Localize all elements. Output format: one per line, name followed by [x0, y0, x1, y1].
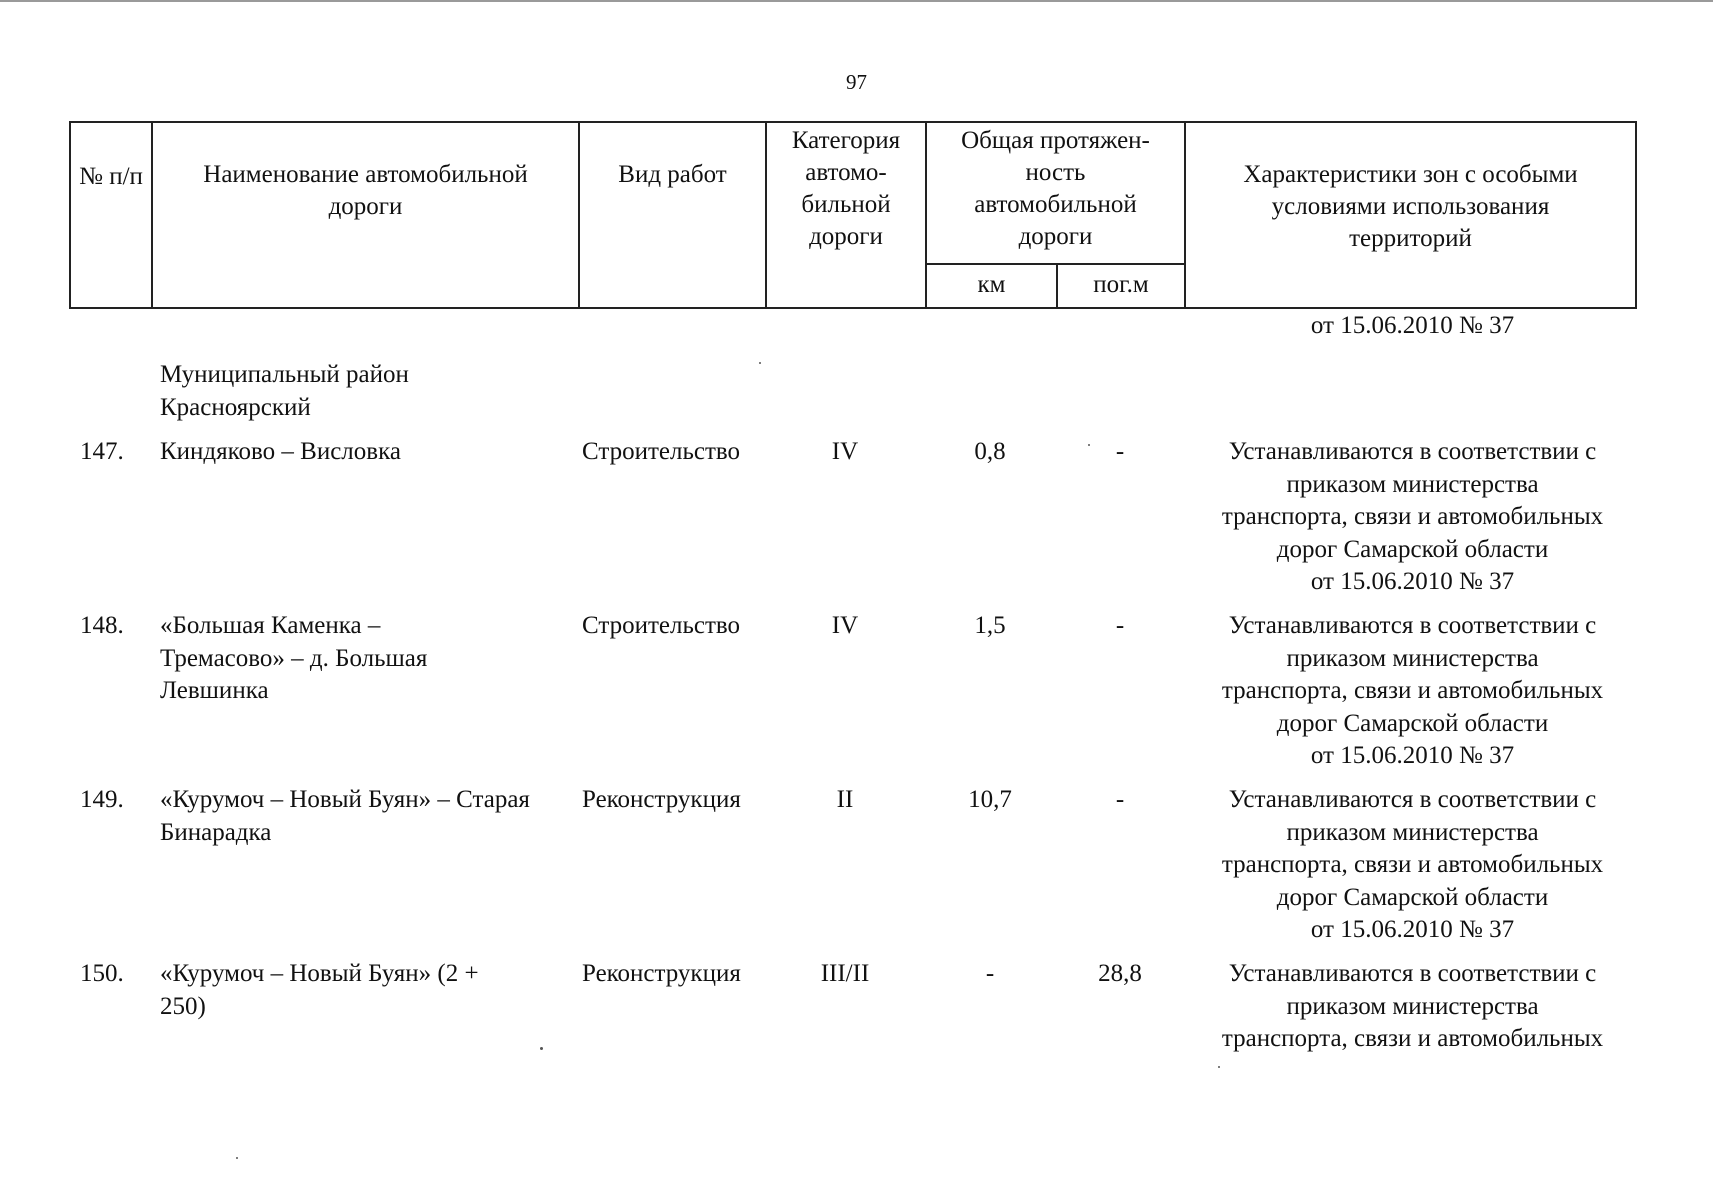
scan-edge-line: [0, 0, 1713, 2]
row-zone-line: Устанавливаются в соответствии с: [1228, 960, 1597, 987]
header-pog-m: [1058, 269, 1184, 305]
row-road-name: «Курумоч – Новый Буян» (2 + 250): [160, 960, 479, 1020]
header-work-type-text: Вид работ: [618, 161, 727, 188]
row-km: 0,8: [974, 438, 1006, 465]
header-road-name: [153, 123, 580, 307]
header-zones: [1186, 123, 1635, 307]
row-zone-line: приказом министерства: [1286, 818, 1539, 846]
header-pog-m-text: пог.м: [1093, 271, 1149, 298]
row-work-type: Реконструкция: [582, 786, 741, 813]
row-zone-line: от 15.06.2010 № 37: [1310, 742, 1515, 769]
table-header: [69, 121, 1637, 309]
row-num: 149.: [80, 786, 124, 813]
row-zone-line: дорог Самарской области: [1276, 883, 1549, 911]
header-num-text: № п/п: [79, 163, 143, 190]
carry-over-text: от 15.06.2010 № 37: [1310, 312, 1515, 339]
row-zone-line: от 15.06.2010 № 37: [1310, 916, 1515, 943]
header-length-text: Общая протяжен-ность автомобильной дороги: [961, 127, 1150, 250]
row-zone-line: Устанавливаются в соответствии с: [1228, 612, 1597, 639]
row-pog-m: -: [1115, 612, 1125, 639]
row-pog-m: -: [1115, 438, 1125, 465]
header-km-text: км: [977, 271, 1006, 298]
row-num: 148.: [80, 612, 124, 639]
row-zone-line: приказом министерства: [1286, 992, 1539, 1020]
row-num: 150.: [80, 960, 124, 987]
header-km: [927, 269, 1056, 305]
header-zones-text: Характеристики зон с особыми условиями использования территорий: [1243, 161, 1578, 252]
header-work-type: [580, 123, 767, 307]
row-category: III/II: [820, 960, 870, 987]
row-zone-line: от 15.06.2010 № 37: [1310, 568, 1515, 595]
row-road-name: «Курумоч – Новый Буян» – Старая Бинарадка: [160, 786, 530, 846]
row-work-type: Строительство: [582, 438, 741, 465]
row-zone-line: Устанавливаются в соответствии с: [1228, 438, 1597, 465]
row-zone-line: дорог Самарской области: [1276, 709, 1549, 737]
row-pog-m: -: [1115, 786, 1125, 813]
row-km: 10,7: [968, 786, 1012, 813]
scan-speck: [1088, 444, 1090, 446]
row-work-type: Реконструкция: [582, 960, 741, 987]
row-num: 147.: [80, 438, 124, 465]
row-category: II: [836, 786, 854, 813]
row-zone-line: транспорта, связи и автомобильных: [1221, 677, 1604, 704]
header-category-text: Категория автомо-бильной дороги: [791, 127, 901, 250]
header-category: [767, 123, 927, 307]
header-length-group: [927, 123, 1184, 263]
scan-speck: [236, 1157, 238, 1159]
header-num: [71, 123, 153, 307]
row-zone-line: дорог Самарской области: [1276, 535, 1549, 563]
scan-speck: [759, 362, 761, 364]
row-road-name: Киндяково – Висловка: [160, 438, 401, 465]
page-number: 97: [846, 70, 867, 94]
row-road-name: «Большая Каменка – Тремасово» – д. Большая Левшинка: [160, 612, 428, 704]
row-km: 1,5: [974, 612, 1006, 639]
row-work-type: Строительство: [582, 612, 741, 639]
row-zone-line: приказом министерства: [1286, 644, 1539, 672]
scan-speck: [1218, 1066, 1220, 1068]
header-road-name-text: Наименование автомобильной дороги: [203, 161, 528, 220]
row-category: IV: [831, 438, 859, 465]
row-zone-line: Устанавливаются в соответствии с: [1228, 786, 1597, 813]
scan-speck: [540, 1047, 543, 1050]
row-zone-line: транспорта, связи и автомобильных: [1221, 1025, 1604, 1052]
row-pog-m: 28,8: [1098, 960, 1142, 987]
row-zone-line: транспорта, связи и автомобильных: [1221, 851, 1604, 878]
row-zone-line: транспорта, связи и автомобильных: [1221, 503, 1604, 530]
row-km: -: [985, 960, 995, 987]
row-category: IV: [831, 612, 859, 639]
section-title: Муниципальный район Красноярский: [160, 361, 409, 421]
row-zone-line: приказом министерства: [1286, 470, 1539, 498]
